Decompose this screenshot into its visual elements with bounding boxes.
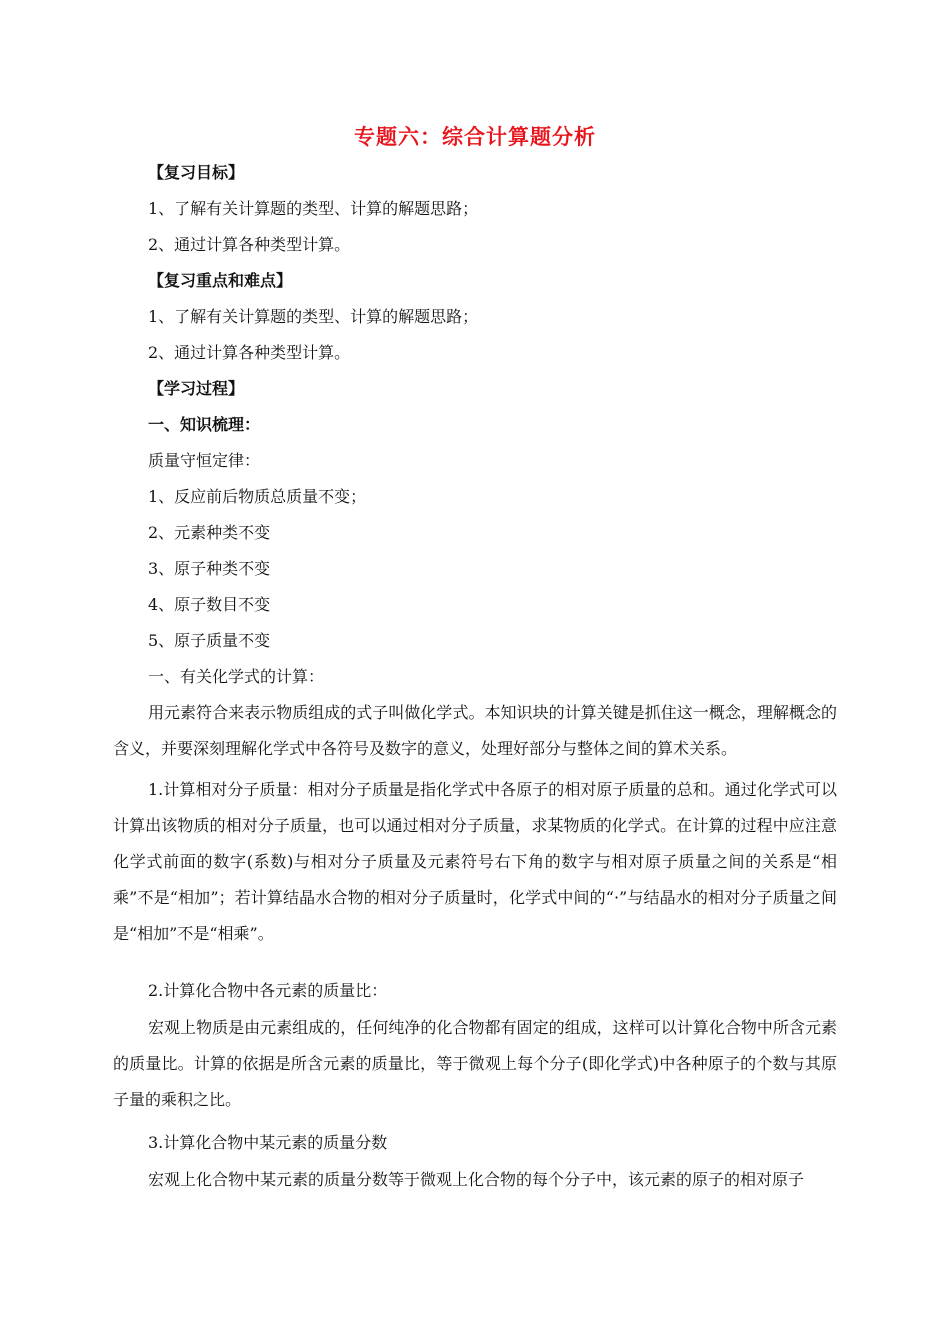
goals-heading: 【复习目标】: [148, 163, 245, 182]
focus-item: 1、了解有关计算题的类型、计算的解题思路；: [148, 307, 479, 326]
goal-item: 2、通过计算各种类型计算。: [148, 235, 351, 254]
item1-paragraph: 1.计算相对分子质量：相对分子质量是指化学式中各原子的相对原子质量的总和。通过化学式可以计算出该物质的相对分子质量，也可以通过相对分子质量，求某物质的化学式。在计算的过程中应注意化学式前面的数字(系数)与相对分子质量及元素符号右下角的数字与相对原子质量之间的关系是“相乘”不是“相加”；若计算结晶水合物的相对分子质量时，化学式中间的“·”与结晶水的相对分子质量之间是“相加”不是“相乘”。: [113, 780, 837, 943]
goal-item: 1、了解有关计算题的类型、计算的解题思路；: [148, 199, 479, 218]
law-item: 4、原子数目不变: [148, 595, 271, 614]
law-item: 3、原子种类不变: [148, 559, 271, 578]
item3-heading: 3.计算化合物中某元素的质量分数: [148, 1133, 388, 1152]
law-item: 2、元素种类不变: [148, 523, 271, 542]
law-item: 5、原子质量不变: [148, 631, 271, 650]
knowledge-heading: 一、知识梳理：: [148, 415, 261, 434]
law-title: 质量守恒定律：: [148, 451, 261, 470]
intro-paragraph: 用元素符合来表示物质组成的式子叫做化学式。本知识块的计算关键是抓住这一概念，理解概念的含义，并要深刻理解化学式中各符号及数字的意义，处理好部分与整体之间的算术关系。: [113, 703, 837, 758]
document-title: 专题六：综合计算题分析: [354, 125, 596, 149]
item2-paragraph: 宏观上物质是由元素组成的，任何纯净的化合物都有固定的组成，这样可以计算化合物中所含元素的质量比。计算的依据是所含元素的质量比，等于微观上每个分子(即化学式)中各种原子的个数与其原子量的乘积之比。: [113, 1018, 837, 1109]
process-heading: 【学习过程】: [148, 379, 245, 398]
focus-heading: 【复习重点和难点】: [148, 271, 293, 290]
item2-heading: 2.计算化合物中各元素的质量比：: [148, 981, 388, 1000]
item3-paragraph: 宏观上化合物中某元素的质量分数等于微观上化合物的每个分子中，该元素的原子的相对原子: [148, 1170, 805, 1189]
law-item: 1、反应前后物质总质量不变；: [148, 487, 367, 506]
focus-item: 2、通过计算各种类型计算。: [148, 343, 351, 362]
formula-heading: 一、有关化学式的计算：: [148, 667, 325, 686]
